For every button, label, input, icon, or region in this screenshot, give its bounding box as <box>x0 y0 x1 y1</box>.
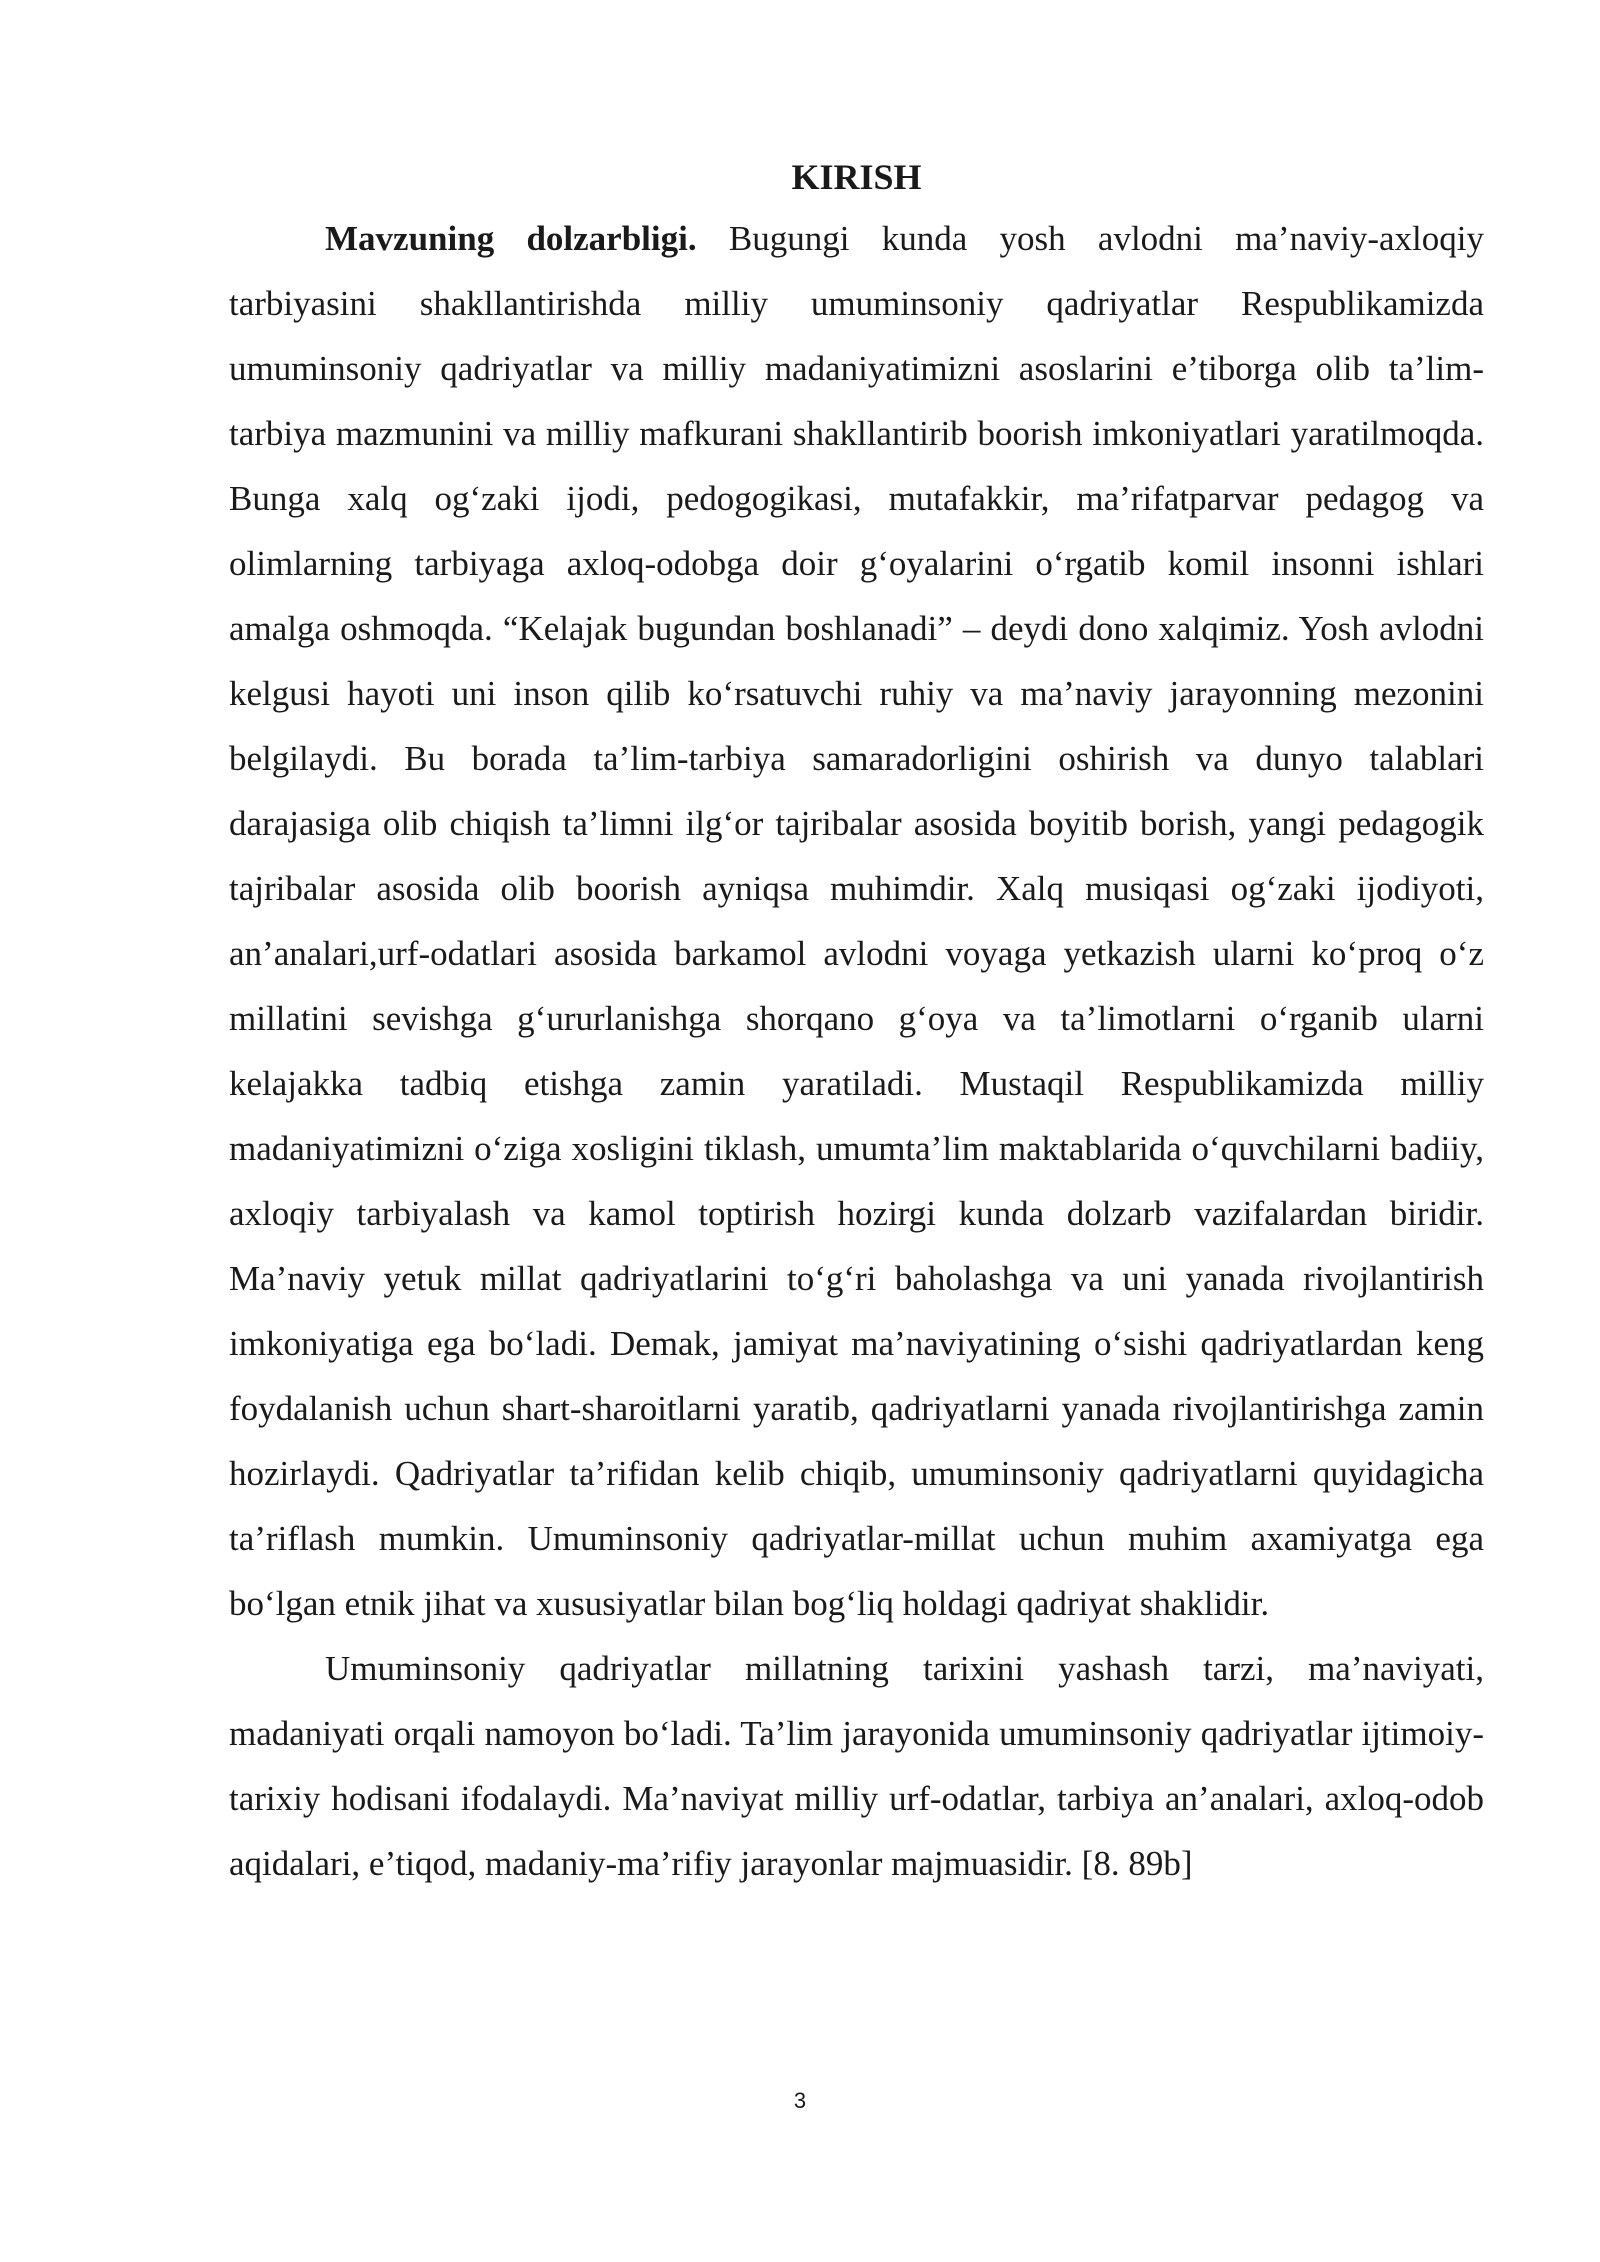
paragraph-lead: Mavzuning dolzarbligi. <box>325 219 697 258</box>
paragraph-body: Bugungi kunda yosh avlodni ma’naviy-axloqiy tarbiyasini shakllantirishda milliy umuminsoniy qadriyatlar Respublikamizda umuminsoniy qadriyatlar va milliy madaniyatimizni asoslarini e’tiborga olib ta’lim-tarbiya mazmunini va milliy mafkurani shakllantirib boorish imkoniyatlari yaratilmoqda. Bunga xalq og‘zaki ijodi, pedogogikasi, mutafakkir, ma’rifatparvar pedagog va olimlarning tarbiyaga axloq-odobga doir g‘oyalarini o‘rgatib komil insonni ishlari amalga oshmoqda. “Kelajak bugundan boshlanadi” – deydi dono xalqimiz. Yosh avlodni kelgusi hayoti uni inson qilib ko‘rsatuvchi ruhiy va ma’naviy jarayonning mezonini belgilaydi. Bu borada ta’lim-tarbiya samaradorligini oshirish va dunyo talablari darajasiga olib chiqish ta’limni ilg‘or tajribalar asosida boyitib borish, yangi pedagogik tajribalar asosida olib boorish ayniqsa muhimdir. Xalq musiqasi og‘zaki ijodiyoti, an’analari,urf-odatlari asosida barkamol avlodni voyaga yetkazish ularni ko‘proq o‘z millatini sevishga g‘ururlanishga shorqano g‘oya va ta’limotlarni o‘rganib ularni kelajakka tadbiq etishga zamin yaratiladi. Mustaqil Respublikamizda milliy madaniyatimizni o‘ziga xosligini tiklash, umumta’lim maktablarida o‘quvchilarni badiiy, axloqiy tarbiyalash va kamol toptirish hozirgi kunda dolzarb vazifalardan biridir. Ma’naviy yetuk millat qadriyatlarini to‘g‘ri baholashga va uni yanada rivojlantirish imkoniyatiga ega bo‘ladi. Demak, jamiyat ma’naviyatining o‘sishi qadriyatlardan keng foydalanish uchun shart-sharoitlarni yaratib, qadriyatlarni yanada rivojlantirishga zamin hozirlaydi. Qadriyatlar ta’rifidan kelib chiqib, umuminsoniy qadriyatlarni quyidagicha ta’riflash mumkin. Umuminsoniy qadriyatlar-millat uchun muhim axamiyatga ega bo‘lgan etnik jihat va xususiyatlar bilan bog‘liq holdagi qadriyat shaklidir. <box>229 219 1484 1623</box>
paragraph-body: Umuminsoniy qadriyatlar millatning tarixini yashash tarzi, ma’naviyati, madaniyati orqali namoyon bo‘ladi. Ta’lim jarayonida umuminsoniy qadriyatlar ijtimoiy-tarixiy hodisani ifodalaydi. Ma’naviyat milliy urf-odatlar, tarbiya an’analari, axloq-odob aqidalari, e’tiqod, madaniy-ma’rifiy jarayonlar majmuasidir. [8. 89b] <box>229 1649 1484 1883</box>
paragraph-relevance <box>229 206 1484 1636</box>
page-number: 3 <box>793 2088 807 2113</box>
page-content <box>229 148 1484 1896</box>
paragraph-values <box>229 1636 1484 1896</box>
section-heading: KIRISH <box>791 157 922 197</box>
